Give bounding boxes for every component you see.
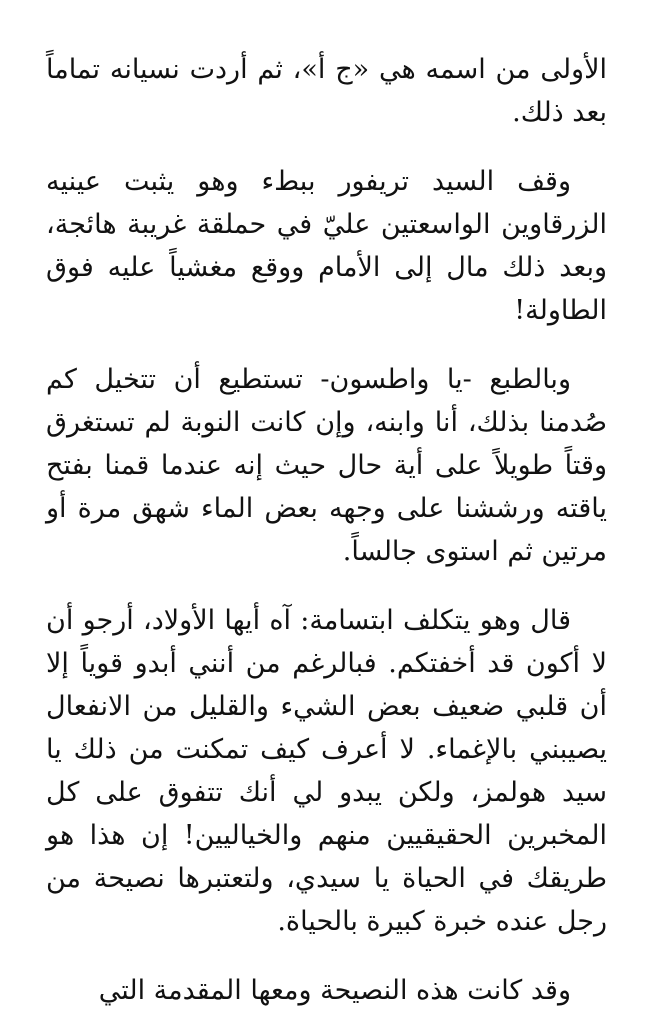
paragraph-4: قال وهو يتكلف ابتسامة: آه أيها الأولاد، أرجو أن لا أكون قد أخفتكم. فبالرغم من أنني أبدو قوياً إلا أن قلبي ضعيف بعض الشيء والقليل من الانفعال يصيبني بالإغماء. لا أعرف كيف تمكنت من ذلك يا سيد هولمز، ولكن يبدو لي أنك تتفوق على كل المخبرين الحقيقيين منهم والخياليين! إن هذا هو طريقك في الحياة يا سيدي، ولتعتبرها نصيحة من رجل عنده خبرة كبيرة بالحياة.	[46, 605, 607, 937]
paragraph-5: وقد كانت هذه النصيحة ومعها المقدمة التي	[98, 975, 571, 1006]
paragraph-2: وقف السيد تريفور ببطء وهو يثبت عينيه الزرقاوين الواسعتين عليّ في حملقة غريبة هائجة، وبعد ذلك مال إلى الأمام ووقع مغشياً عليه فوق الطاولة!	[46, 166, 607, 326]
paragraph-1: الأولى من اسمه هي «ج أ»، ثم أردت نسيانه تماماً بعد ذلك.	[46, 54, 607, 128]
paragraph-3: وبالطبع -يا واطسون- تستطيع أن تتخيل كم صُدمنا بذلك، أنا وابنه، وإن كانت النوبة لم تستغرق وقتاً طويلاً على أية حال حيث إنه عندما قمنا بفتح ياقته ورششنا على وجهه بعض الماء شهق مرة أو مرتين ثم استوى جالساً.	[46, 364, 607, 567]
